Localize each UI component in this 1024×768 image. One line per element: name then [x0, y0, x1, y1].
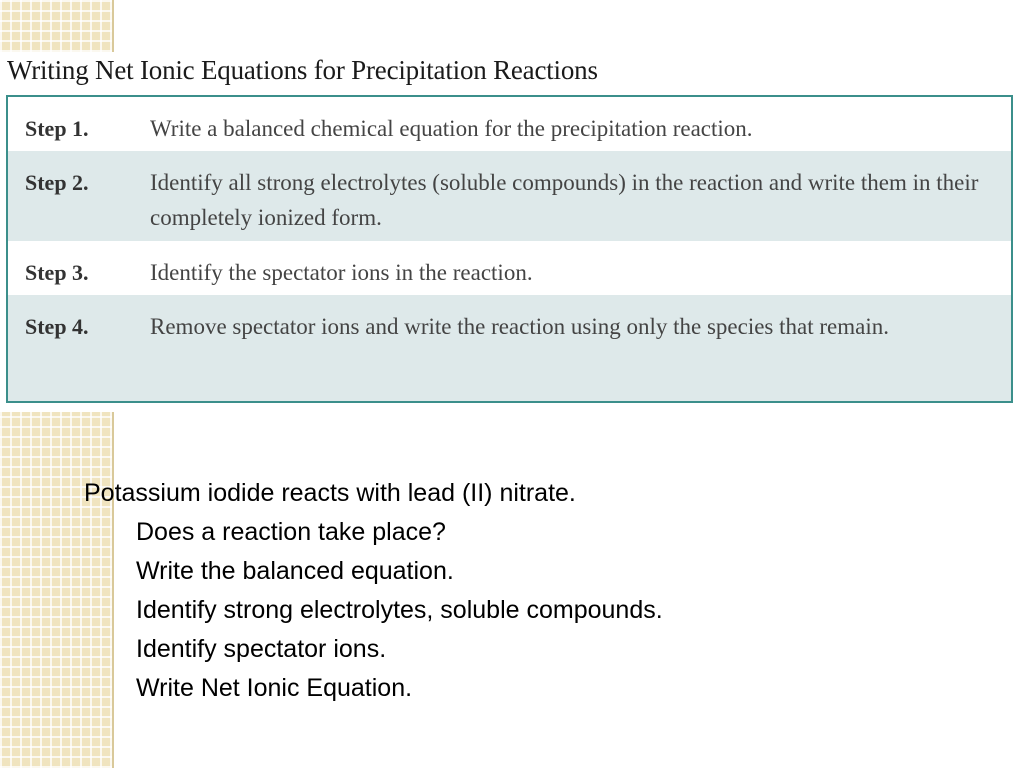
step-label: Step 3.: [25, 260, 89, 285]
steps-table: [6, 95, 1013, 403]
question-item: Identify strong electrolytes, soluble compounds.: [136, 596, 663, 624]
step-text: Remove spectator ions and write the reaction using only the species that remain.: [150, 314, 889, 339]
step-row-2: [8, 151, 1011, 241]
step-label: Step 4.: [25, 314, 89, 339]
step-label: Step 1.: [25, 116, 89, 141]
step-label: Step 2.: [25, 170, 89, 195]
question-item: Write Net Ionic Equation.: [136, 674, 413, 702]
step-row-4: [8, 295, 1011, 401]
step-row-3: [8, 241, 1011, 295]
question-item: Identify spectator ions.: [136, 635, 387, 663]
decorative-grid-top: [0, 0, 114, 52]
step-text: Write a balanced chemical equation for the precipitation reaction.: [150, 116, 753, 141]
step-text: Identify the spectator ions in the reaction.: [150, 260, 533, 285]
question-item: Write the balanced equation.: [136, 557, 454, 585]
step-text: Identify all strong electrolytes (soluble compounds) in the reaction and write them in their completely ionized form.: [150, 170, 979, 230]
problem-intro: Potassium iodide reacts with lead (II) nitrate.: [84, 479, 576, 507]
problem-text: [84, 474, 984, 708]
question-item: Does a reaction take place?: [136, 518, 446, 546]
page-title: Writing Net Ionic Equations for Precipitation Reactions: [6, 52, 1024, 92]
